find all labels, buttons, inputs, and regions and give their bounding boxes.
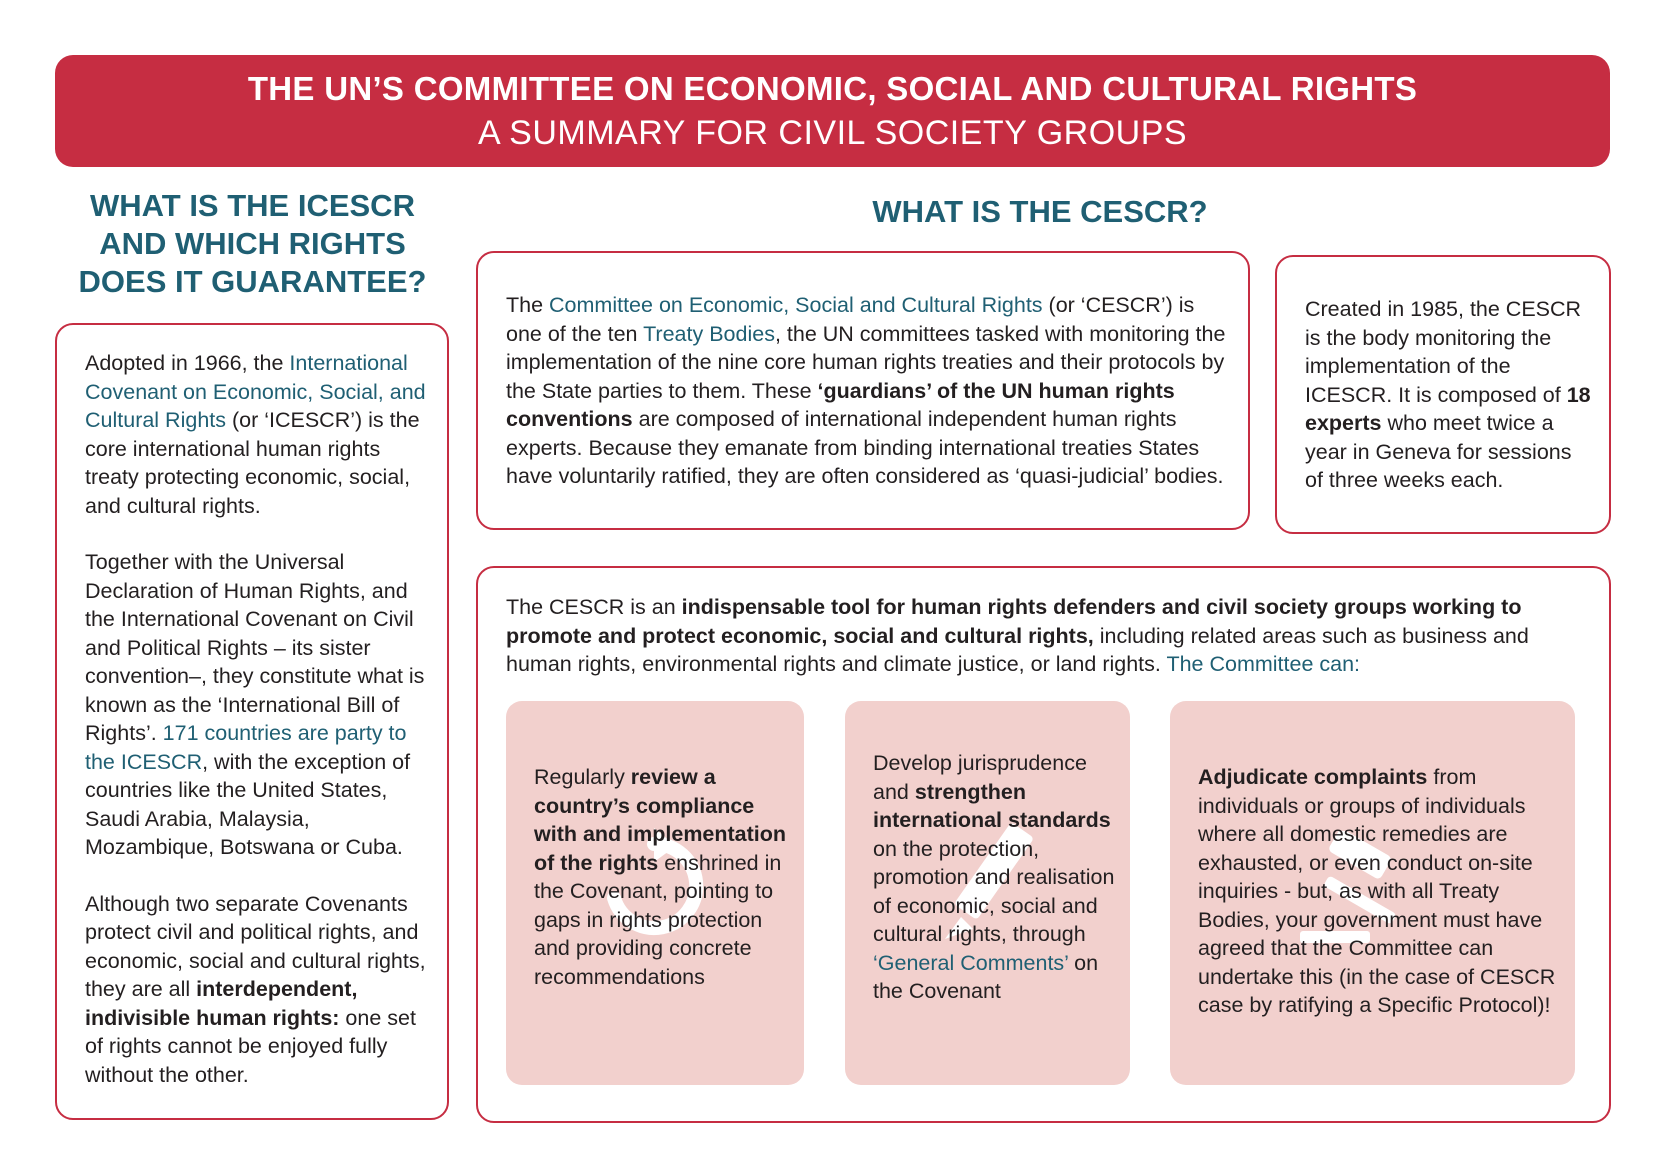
cescr-created-box [1275,255,1611,534]
countries-party-link[interactable]: 171 countries are party to the ICESCR [85,721,407,774]
treaty-bodies-link[interactable]: Treaty Bodies [643,321,775,346]
icescr-heading: WHAT IS THE ICESCR AND WHICH RIGHTS DOES IT GUARANTEE? [78,188,427,299]
created-paragraph: Created in 1985, the CESCR is the body monitoring the implementation of the ICESCR. It is composed of 18 experts who meet twice a year in Geneva for sessions of three weeks each. [1305,297,1591,492]
cescr-definition-box [476,251,1250,530]
icescr-paragraph-1: Adopted in 1966, the International Covenant on Economic, Social, and Cultural Rights (or ‘ICESCR’) is the core international human rights treaty protecting economic, social, and cultural rights. [85,351,426,518]
cescr-paragraph: The Committee on Economic, Social and Cultural Rights (or ‘CESCR’) is one of the ten Treaty Bodies, the UN committees tasked with monitoring the implementation of the nine core human rights treaties and their protocols by the State parties to them. These ‘guardians’ of the UN human rights conventions are composed of international independent human rights experts. Because they emanate from binding international treaties States have voluntarily ratified, they are often considered as ‘quasi-judicial’ bodies. [506,293,1226,488]
card-jurisprudence: Develop jurisprudence and strengthen international standards on the protection, promotion and realisation of economic, social and cultural rights, through ‘General Comments’ on the Covenant [845,701,1130,1085]
card-adjudicate: Adjudicate complaints from individuals or groups of individuals where all domestic remedies are exhausted, or even conduct on-site inquiries - but, as with all Treaty Bodies, your government must have agreed that the Committee can undertake this (in the case of CESCR case by ratifying a Specific Protocol)! [1170,701,1575,1085]
committee-can-link[interactable]: The Committee can: [1166,652,1361,676]
card-review: Regularly review a country’s compliance with and implementation of the rights enshrined in the Covenant, pointing to gaps in rights protection and providing concrete recommendations [506,701,804,1085]
icescr-paragraph-3: Although two separate Covenants protect civil and political rights, and economic, social and cultural rights, they are all interdependent, indivisible human rights: one set of rights cannot be enjoyed fully without the other. [85,891,426,1087]
icescr-info-box [55,323,449,1120]
general-comments-link[interactable]: ‘General Comments’ [873,950,1069,975]
banner-subtitle: A SUMMARY FOR CIVIL SOCIETY GROUPS [477,113,1188,152]
cescr-heading: WHAT IS THE CESCR? [872,194,1208,229]
cescr-link[interactable]: Committee on Economic, Social and Cultural Rights [549,293,1043,317]
icescr-paragraph-2: Together with the Universal Declaration of Human Rights, and the International Covenant on Civil and Political Rights – its sister convention–, they constitute what is known as the ‘International Bill of Rights’. 171 countries are party to the ICESCR, with the exception of countries like the United States, Saudi Arabia, Malaysia, Mozambique, Botswana or Cuba. [85,550,425,859]
icescr-link[interactable]: International Covenant on Economic, Social, and Cultural Rights [85,351,426,432]
banner-title: THE UN’S COMMITTEE ON ECONOMIC, SOCIAL AND CULTURAL RIGHTS [247,70,1418,107]
title-banner [55,55,1610,167]
tool-paragraph: The CESCR is an indispensable tool for human rights defenders and civil society groups working to promote and protect economic, social and cultural rights, including related areas such as business and human rights, environmental rights and climate justice, or land rights. The Committee can: [506,595,1529,676]
committee-can-box [476,566,1611,1123]
